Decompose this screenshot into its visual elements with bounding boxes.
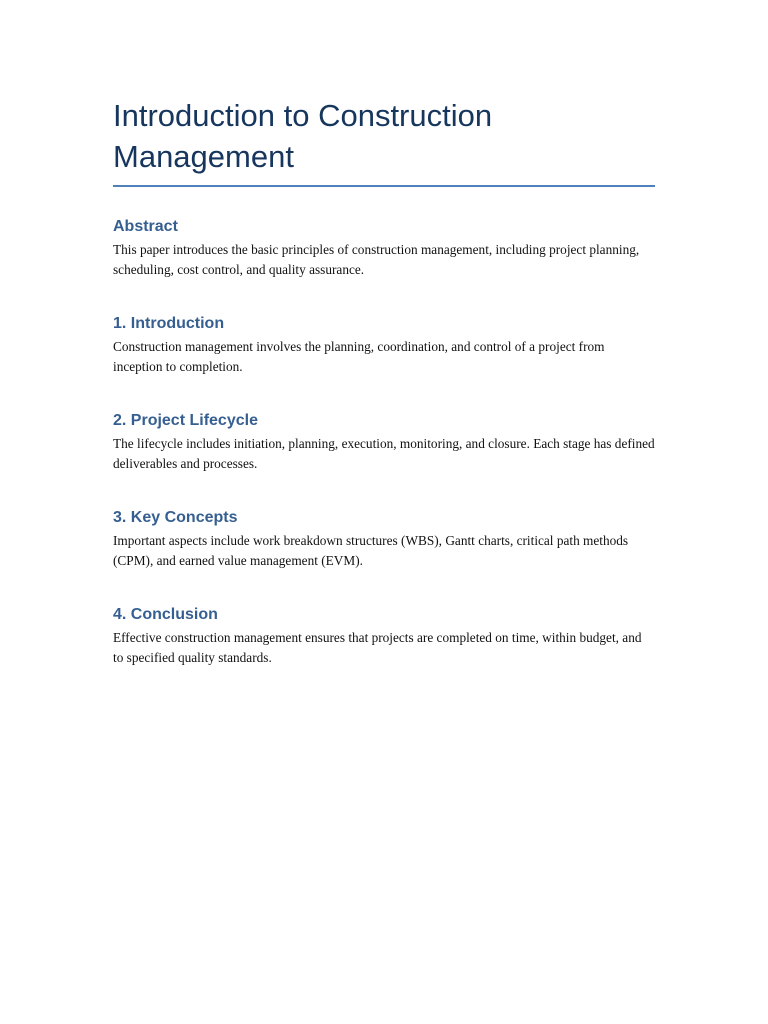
document-title: Introduction to Construction Management xyxy=(113,95,655,187)
section-conclusion xyxy=(113,605,655,667)
section-heading-abstract: Abstract xyxy=(113,218,178,235)
section-abstract xyxy=(113,217,655,279)
section-body-conclusion: Effective construction management ensures that projects are completed on time, within budget, and to specified quality standards. xyxy=(113,630,642,665)
section-body-introduction: Construction management involves the planning, coordination, and control of a project from inception to completion. xyxy=(113,339,605,374)
section-body-project-lifecycle: The lifecycle includes initiation, planning, execution, monitoring, and closure. Each stage has defined deliverables and processes. xyxy=(113,436,655,471)
section-heading-project-lifecycle: 2. Project Lifecycle xyxy=(113,412,258,429)
section-introduction xyxy=(113,314,655,376)
section-key-concepts xyxy=(113,508,655,570)
section-body-key-concepts: Important aspects include work breakdown structures (WBS), Gantt charts, critical path methods (CPM), and earned value management (EVM). xyxy=(113,533,629,568)
section-body-abstract: This paper introduces the basic principles of construction management, including project planning, scheduling, cost control, and quality assurance. xyxy=(113,242,640,277)
document-content xyxy=(113,95,655,667)
section-heading-key-concepts: 3. Key Concepts xyxy=(113,509,238,526)
section-heading-introduction: 1. Introduction xyxy=(113,315,225,332)
section-project-lifecycle xyxy=(113,411,655,473)
section-heading-conclusion: 4. Conclusion xyxy=(113,606,218,623)
